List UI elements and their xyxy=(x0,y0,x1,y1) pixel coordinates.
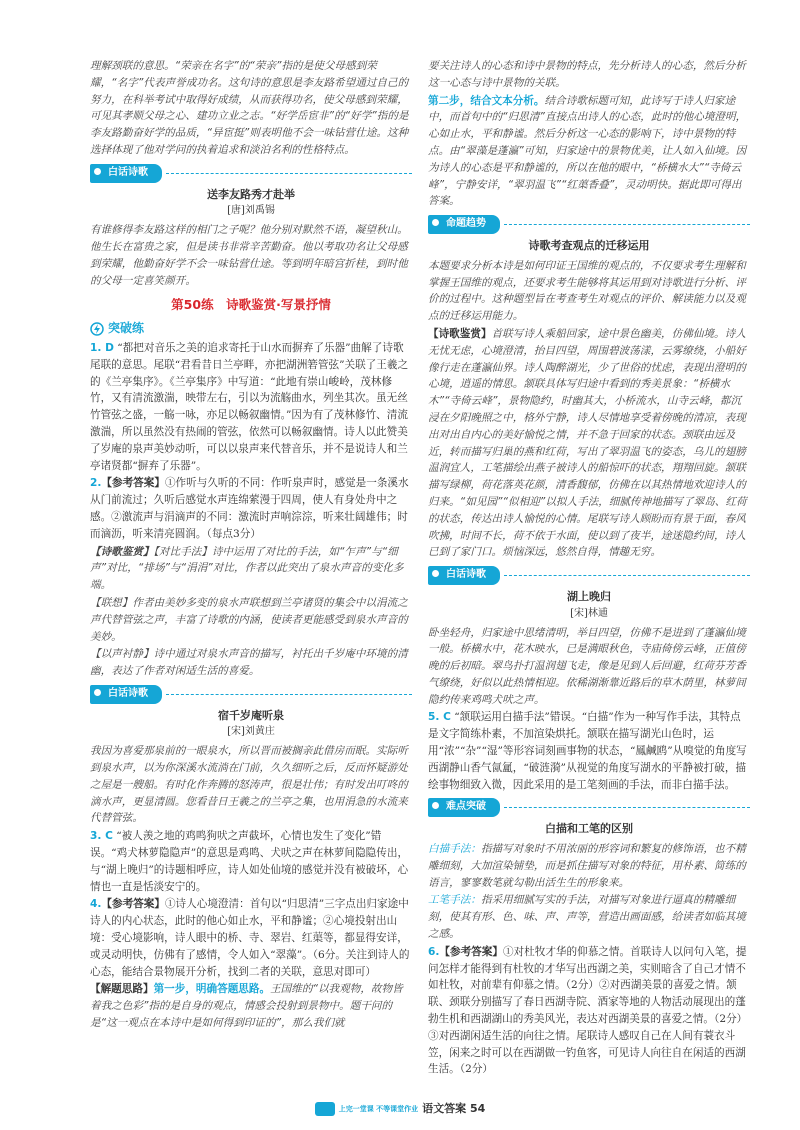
question-4: 4.【参考答案】①诗人心境澄清：首句以“归思清”三字点出归家途中诗人的内心状态，此时的他心如止水，平和静谧；②心境投射出山境：受心境影响，诗人眼中的桥、寺、翠岩、红蕖等，都显得安详，或灵动明快，仿佛有了感情，令人如入“翠藻”。（6分。关注到诗人的心态，能结合景物展开分析，找到二者的关联，意思对即可） xyxy=(90,898,410,978)
poem1-author: [唐]刘禹锡 xyxy=(227,205,275,217)
section-tab-label: 白话诗歌 xyxy=(90,164,162,183)
gongbi-definition: 工笔手法：指采用细腻写实的手法，对描写对象进行逼真的精雕细刻，使其有形、色、味、声、声等，营造出画面感，给读者如临其境之感。 xyxy=(428,894,746,941)
step2: 第二步，结合文本分析。结合诗歌标题可知，此诗写于诗人归家途中，而首句中的“归思清”直接点出诗人的心态，此时的他心境澄明，心如止水，平和静谧。然后分析这一心态的影响下，诗中景物的特点。由“翠藻是蓬瀛”可知，归家途中的景物优美，让人如入仙境。因为诗人的心态是平和静谧的，所以在他的眼中，“桥横水大”“寺倚云峰”，宁静安详，“翠羽温飞”“红蕖香叠”，灵动明快。据此即可得出答案。 xyxy=(428,94,747,208)
trend-heading: 诗歌考查观点的迁移运用 xyxy=(528,238,650,252)
intro-paragraph: 理解颈联的意思。“荣亲在名字”的“荣亲”指的是使父母感到荣耀，“名字”代表声誉成功名。这句诗的意思是李友路希望通过自己的努力，在科举考试中取得好成绩，从而获得功名，使父母感到荣耀，可见其孝顺父母之心、建功立业之志。“好学岳宦非”的“好学”指的是李友路勤奋好学的品质，“异宦挺”则表明他不会一味钻营仕途。这种选择体现了他对学问的执着追求和淡泊名利的性格特点。 xyxy=(90,60,409,156)
poem3-author: [宋]林逋 xyxy=(570,607,608,619)
poem1-text: 有谁修得李友路这样的相门之子呢？他分别对默然不语，凝望秋山。他生长在富贵之家，但是读书非常辛苦勤奋。他以考取功名让父母感到荣耀，他勤奋好学不会一味钻营仕途。等到明年暗宫折桂，到时他的父母一定喜笑颜开。 xyxy=(90,224,408,287)
page xyxy=(90,58,750,1088)
section-tab-trend xyxy=(428,215,750,234)
appreciation: 【诗歌鉴赏】首联写诗人乘船回家，途中景色幽美，仿佛仙境。诗人无忧无虑，心境澄清，抬目四望，周围碧波荡漾，云雾缭绕，小船好像行走在蓬瀛仙界。诗人陶醉湖光，少了世俗的忧虑，表现出澄明的心境，逍遥的情思。颔联具体写归途中看到的秀美景象：“桥横水木”“寺倚云峰”，景物隐约，时幽其大，小桥流水，山寺云峰，都沉浸在夕阳晚照之中，格外宁静，诗人尽情地享受着傍晚的清凉，表现出对出自内心的美好愉悦之情，并不急于回家的状态。颈联由远及近，转而描写归巢的燕和红荷，写出了翠羽温飞的姿态，乌儿的翅膀温润宜人，工笔描绘出燕子被诗人的船惊吓的状态，翔翔回旋。颔联描写绿柳，荷花落英花颜，清香馥郁，仿佛在以其热情地欢迎诗人的归来。“如见园”“似相迎”以拟人手法，细腻传神地描写了翠岛、红荷的状态，传达出诗人愉悦的心情。尾联写诗人顾盼而有景于面，春风吹拂，时间不长，荷不依于水面，使以到了夜半，途迷隐约间，诗人已到了家门口。烦恼深远，悠然自得，情趣无穷。 xyxy=(428,327,747,559)
question-2: 2.【参考答案】①作听与久听的不同：作听泉声时，感觉是一条溪水从门前流过；久听后感觉水声连绵萦漫于四周，使人有身处舟中之感。②激流声与涓滴声的不同：激流时声响淙淙，听来壮阔雄伟；时而滴沥，听来清亮圆润。（每点3分） xyxy=(90,477,409,540)
question-5: 5. C “颔联运用白描手法”错误。“白描”作为一种写作手法，其特点是文字简练朴素，不加渲染烘托。颔联在描写湖光山色时，运用“浓”“杂”“湿”等形容词刻画事物的状态，“鳳鹹鸥”从嗅觉的角度写西湖静山香气氤氲，“破涟漪”从视觉的角度写湖水的平静被打破，描绘事物细致入微，因此采用的是工笔刻画的手法，而非白描手法。 xyxy=(428,711,747,791)
q2-appreciation: 【诗歌鉴赏】【对比手法】诗中运用了对比的手法，如“乍声”与“细声”对比，“排场”与“涓涓”对比，作者以此突出了泉水声音的变化多端。 xyxy=(90,545,404,592)
breakthrough-heading xyxy=(90,320,412,337)
left-column xyxy=(90,58,412,1088)
section-tab-poem3 xyxy=(428,566,750,585)
right-intro: 要关注诗人的心态和诗中景物的特点，先分析诗人的心态，然后分析这一心态与诗中景物的关联。 xyxy=(428,60,746,89)
poem3-text: 卧坐轻舟，归家途中思绪清明，举目四望，仿佛不是进到了蓬瀛仙境一般。桥横水中，花木映水，已是满眼秋色，寺庙倚傍云峰，正值傍晚的后初暗。翠鸟扑打温润翅飞走，像是见到人后回避，红荷芬芳香气缭绕，好似以此热情相迎。依稀湖渐靠近路后的草木荫里，林萝间隐约传来鸡鸣犬吠之声。 xyxy=(428,626,746,706)
poem2-text: 我因为喜爱那泉前的一眼泉水，所以晋而被搁亲此借房而眠。实际听到泉水声，以为你深溪水流淌在门前，久久细听之后，反而怀疑游处之屋是一艘船。有时化作奔腾的怒涛声，很是壮伟；有时发出叮咚的滴水声，更显清圆。您看昔日王羲之的兰亭之集，也用涓急的水流来代替管弦。 xyxy=(90,745,408,825)
section-tab-label: 难点突破 xyxy=(428,798,500,817)
bolt-icon xyxy=(90,322,104,336)
footer-slogan: 上完一堂课 不等课堂作业 xyxy=(338,1105,419,1113)
q2-sound: 【以声衬静】诗中通过对泉水声音的描写，衬托出千岁庵中环境的清幽，表达了作者对闲适生活的喜爱。 xyxy=(90,648,408,678)
section-tab-poem2 xyxy=(90,685,412,704)
section-tab-label: 命题趋势 xyxy=(428,215,500,234)
trend-text: 本题要求分析本诗是如何印证王国维的观点的，不仅要求考生理解和掌握王国维的观点，还要求考生能够将其运用到对诗歌进行分析、评价的过程中。这种题型旨在考查考生对观点的评价、解读能力以及观点的迁移运用能力。 xyxy=(428,259,746,323)
baimiao-definition: 白描手法：指描写对象时不用浓丽的形容词和繁复的修饰语，也不精雕细刻，大加渲染铺垫，而是抓住描写对象的特征，用朴素、简练的语言，寥寥数笔就勾勒出活生生的形象来。 xyxy=(428,843,746,889)
section-tab-label: 白话诗歌 xyxy=(90,685,162,704)
lesson-title: 第50练 诗歌鉴赏·写景抒情 xyxy=(171,297,331,313)
right-column xyxy=(428,58,750,1088)
poem2-author: [宋]刘黄庄 xyxy=(227,726,275,738)
page-footer xyxy=(0,1100,800,1116)
poem1-title: 送李友路秀才赴举 xyxy=(207,187,295,201)
question-1: 1. D “都把对音乐之美的追求寄托于山水而摒弃了乐器”曲解了诗歌尾联的意思。尾联“君看昔日兰亭畔，亦把湖洲箬管弦”关联了王羲之的《兰亭集序》。《兰亭集序》中写道：“此地有崇山峻岭，茂林修竹，又有清流激湍，映带左右，引以为流觞曲水，列坐其次。虽无丝竹管弦之盛，一觞一咏，亦足以畅叙幽情。”因为有了茂林修竹、清流激湍，所以虽然没有热闹的管弦，依然可以畅叙幽情。诗人以此赞美了岁庵的泉声美妙动听，可以以泉声来代替音乐，并不是说诗人和兰亭诸贤都“摒弃了乐器”。 xyxy=(90,341,409,472)
question-3: 3. C “被人羡之地的鸡鸣狗吠之声截坏，心情也发生了变化”错误。“鸡犬林萝隐隐声”的意思是鸡鸣、犬吠之声在林萝间隐隐传出，与“湖上晚归”的诗题相呼应，诗人如处仙境的感觉并没有被破坏，心情也一直是恬淡安宁的。 xyxy=(90,830,409,893)
section-tab-label: 白话诗歌 xyxy=(428,566,500,585)
breakthrough-label: 突破练 xyxy=(108,321,145,336)
question-6: 6.【参考答案】①对杜牧才华的仰慕之情。首联诗人以问句入笔，提问怎样才能得到有杜牧的才华写出西湖之美，实则暗含了自己才情不如杜牧，对前辈有仰慕之情。（2分）②对西湖美景的喜爱之情。颔联、颈联分别描写了春日西湖寺院、酒家等地的人物活动展现出的蓬勃生机和西湖湖山的秀美风光，表达对西湖美景的喜爱之情。（2分）③对西湖闲适生活的向往之情。尾联诗人感叹自己在人间有蓑衣斗笠，闲来之时可以在西湖做一钓鱼客，可见诗人向往自在闲适的西湖生活。（2分） xyxy=(428,945,748,1076)
page-label: 语文答案 54 xyxy=(422,1102,486,1115)
poem3-title: 湖上晚归 xyxy=(567,589,611,603)
section-tab-difficulty xyxy=(428,798,750,817)
q2-connect: 【联想】作者由美妙多变的泉水声联想到兰亭诸贤的集会中以涓流之声代替管弦之声，丰富了诗歌的内涵，使读者更能感受到泉水声音的美妙。 xyxy=(90,596,408,643)
difficulty-heading: 白描和工笔的区别 xyxy=(545,822,633,836)
q4-thinking: 【解题思路】第一步，明确答题思路。王国维的“以我观物，故物皆着我之色彩”指的是自身的观点，情感会投射到景物中。题干问的是“这一观点在本诗中是如何得到印证的”，那么我们就 xyxy=(90,983,403,1030)
poem2-title: 宿千岁庵听泉 xyxy=(218,708,284,722)
brand-logo-icon xyxy=(315,1102,335,1116)
section-tab-poem1 xyxy=(90,164,412,183)
